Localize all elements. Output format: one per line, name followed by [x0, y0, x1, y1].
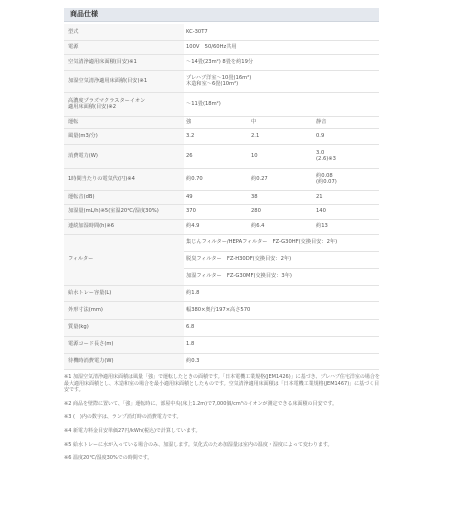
value-clean-area: 〜14畳(23m²) 8畳を約19分: [184, 54, 379, 70]
spec-table: [64, 24, 379, 370]
label-humid-area: 加湿空気清浄適用床面積(目安)※1: [64, 70, 184, 92]
label-cord: 電源コード長さ(m): [64, 336, 184, 353]
electric-cost-mid: 約0.27: [249, 168, 314, 190]
filter-humidifying: 加湿フィルター FZ-G30MF(交換目安：3年): [184, 268, 379, 285]
label-continuous-time: 連続加湿時間(h)※6: [64, 219, 184, 234]
footnote: ※1 加湿空気清浄適用床面積は風量「強」で運転したときの面積です。「日本電機工業規格(JEM1426)」に基づき、プレハブ住宅洋室の場合を最大適用床面積とし、木造和室の場合を最小適用床面積としたものです。空気清浄適用床面積は「日本電機工業規格(JEM1467)」に基づく目安です。: [64, 374, 380, 394]
value-power: 100V 50/60Hz共用: [184, 40, 379, 54]
label-operation: 運転: [64, 116, 184, 128]
label-plasma: [64, 92, 184, 116]
footnotes: [64, 374, 384, 469]
mode-quiet: 静音: [314, 116, 379, 128]
mode-mid: 中: [249, 116, 314, 128]
value-model: KC-30T7: [184, 24, 379, 40]
label-electric-cost: 1時間当たりの電気代(円)※4: [64, 168, 184, 190]
section-header: [64, 8, 379, 22]
spec-row-humid-area: [64, 70, 379, 92]
spec-row-mode-header: [64, 116, 379, 128]
spec-row-humidification: [64, 204, 379, 219]
power-consumption-mid: 10: [249, 144, 314, 168]
spec-row-noise: [64, 190, 379, 204]
label-plasma-line2: 適用床面積(目安)※2: [68, 104, 117, 110]
spec-row-weight: [64, 319, 379, 336]
power-consumption-quiet: [314, 144, 379, 168]
spec-row-electric-cost: [64, 168, 379, 190]
continuous-time-strong: 約4.9: [184, 219, 249, 234]
filter-deodorizing: 脱臭フィルター FZ-H30DF(交換目安：2年): [184, 251, 379, 268]
label-filter: フィルター: [64, 234, 184, 285]
spec-row-model: [64, 24, 379, 40]
noise-strong: 49: [184, 190, 249, 204]
humidification-mid: 280: [249, 204, 314, 219]
label-standby: 待機時消費電力(W): [64, 353, 184, 369]
label-weight: 質量(kg): [64, 319, 184, 336]
spec-row-dimensions: [64, 301, 379, 319]
label-airflow: 風量(m3/分): [64, 128, 184, 144]
humidification-strong: 370: [184, 204, 249, 219]
spec-row-cord: [64, 336, 379, 353]
label-plasma-line1: 高濃度プラズマクラスターイオン: [68, 97, 146, 104]
value-cord: 1.8: [184, 336, 379, 353]
label-clean-area: 空気清浄適用床面積(目安)※1: [64, 54, 184, 70]
value-humid-area-wood: 木造和室〜6畳(10m²): [186, 81, 239, 87]
continuous-time-mid: 約6.4: [249, 219, 314, 234]
value-weight: 6.8: [184, 319, 379, 336]
airflow-mid: 2.1: [249, 128, 314, 144]
power-consumption-strong: 26: [184, 144, 249, 168]
mode-strong: 強: [184, 116, 249, 128]
footnote: ※4 新電力料金目安単価27円/kWh(税込)で計算しています。: [64, 427, 201, 434]
value-standby: 約0.3: [184, 353, 379, 369]
value-humid-area: [184, 70, 379, 92]
spec-row-standby: [64, 353, 379, 369]
electric-cost-quiet-lamp-off: (約0.07): [316, 179, 337, 185]
label-power: 電源: [64, 40, 184, 54]
spec-row-power: [64, 40, 379, 54]
spec-row-clean-area: [64, 54, 379, 70]
label-dimensions: 外形寸法(mm): [64, 301, 184, 319]
value-plasma: 〜11畳(18m²): [184, 92, 379, 116]
continuous-time-quiet: 約13: [314, 219, 379, 234]
footnote: ※5 給水トレーに水が入っている場合のみ、加湿します。気化式のため加湿量は室内の温度・湿度によって変わります。: [64, 441, 333, 448]
spec-row-tank: [64, 285, 379, 301]
label-humidification: 加湿量(mL/h)※5(室温20℃/湿度30%): [64, 204, 184, 219]
label-power-consumption: 消費電力(W): [64, 144, 184, 168]
footnote: ※6 温度20℃/湿度30%での時間です。: [64, 455, 153, 462]
value-tank: 約1.8: [184, 285, 379, 301]
spec-row-filter-1: [64, 234, 379, 251]
filter-dust-hepa: 集じんフィルター/HEPAフィルター FZ-G30HF(交換目安：2年): [184, 234, 379, 251]
footnote: ※2 商品を壁際に置いて、「強」運転時に、部屋中央(床上1.2m)で7,000個/cm³のイオンが測定できる床面積の目安です。: [64, 400, 338, 407]
section-title: 商品仕様: [70, 10, 98, 18]
label-model: 型式: [64, 24, 184, 40]
spec-row-airflow: [64, 128, 379, 144]
value-humid-area-prefab: プレハブ洋室〜10畳(16m²): [186, 74, 252, 81]
electric-cost-strong: 約0.70: [184, 168, 249, 190]
spec-row-continuous-time: [64, 219, 379, 234]
power-consumption-quiet-value: 3.0: [316, 149, 325, 156]
airflow-quiet: 0.9: [314, 128, 379, 144]
electric-cost-quiet: [314, 168, 379, 190]
humidification-quiet: 140: [314, 204, 379, 219]
electric-cost-quiet-value: 約0.08: [316, 172, 333, 179]
noise-quiet: 21: [314, 190, 379, 204]
spec-row-plasma: [64, 92, 379, 116]
label-tank: 給水トレー容量(L): [64, 285, 184, 301]
airflow-strong: 3.2: [184, 128, 249, 144]
power-consumption-quiet-lamp-off: (2.6)※3: [316, 156, 336, 162]
footnote: ※3 ( )内の数字は、ランプ消灯時の消費電力です。: [64, 414, 182, 421]
spec-row-power-consumption: [64, 144, 379, 168]
value-dimensions: 幅380×奥行197×高さ570: [184, 301, 379, 319]
noise-mid: 38: [249, 190, 314, 204]
label-noise: 運転音(dB): [64, 190, 184, 204]
